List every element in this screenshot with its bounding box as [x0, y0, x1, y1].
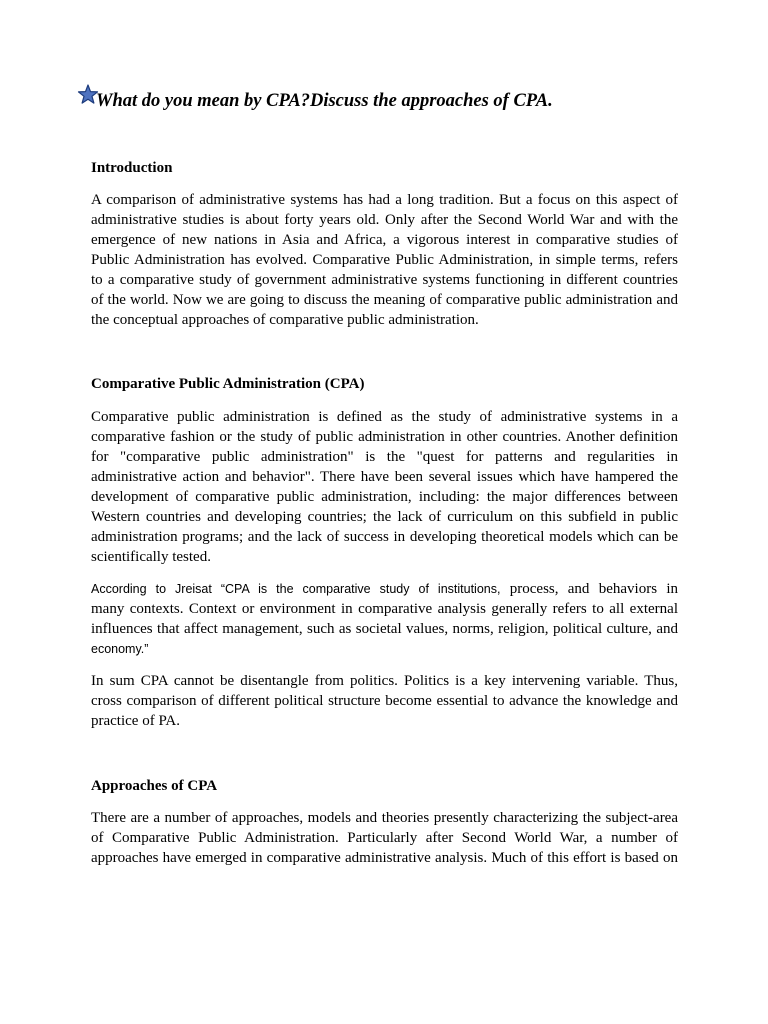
paragraph-line: practice of PA.: [91, 713, 181, 729]
paragraph-line: approaches have emerged in comparative administrative analysis. Much of this effort is based on: [91, 850, 678, 866]
paragraph-line: scientifically tested.: [91, 549, 211, 565]
quote-text-segment: According to Jreisat “CPA is the comparative study of institutions,: [91, 582, 501, 596]
paragraph-line: comparative fashion or the study of public administration in other countries. Another definition: [91, 429, 678, 445]
section-heading-introduction: Introduction: [91, 160, 173, 176]
paragraph-line: administration programs; and the lack of success in developing theoretical models which can be: [91, 529, 678, 545]
quote-text-segment: economy.”: [91, 642, 149, 656]
paragraph-line: [91, 579, 678, 599]
paragraph-line: the conceptual approaches of comparative public administration.: [91, 312, 479, 328]
body-text-segment: process, and behaviors in: [500, 581, 678, 597]
introduction-paragraph: [91, 190, 678, 330]
cpa-politics-paragraph: [91, 671, 678, 731]
paragraph-line: [91, 639, 678, 659]
paragraph-line: to a comparative study of government administrative systems functioning in different countries: [91, 272, 678, 288]
paragraph-line: Western countries and developing countries; the lack of curriculum on this subfield in public: [91, 509, 678, 525]
paragraph-line: development of comparative public administration, including: the major differences between: [91, 489, 678, 505]
paragraph-line: cross comparison of different political structure become essential to advance the knowledge and: [91, 693, 678, 709]
paragraph-line: emergence of new nations in Asia and Africa, a vigorous interest in comparative studies of: [91, 232, 678, 248]
paragraph-line: Comparative public administration is defined as the study of administrative systems in a: [91, 409, 678, 425]
section-heading-approaches: Approaches of CPA: [91, 778, 218, 794]
paragraph-line: administrative action and behavior". There have been several issues which have hampered the: [91, 469, 678, 485]
document-title: What do you mean by CPA?Discuss the approaches of CPA.: [96, 91, 553, 111]
paragraph-line: of the world. Now we are going to discuss the meaning of comparative public administration and: [91, 292, 678, 308]
paragraph-line: Public Administration has evolved. Comparative Public Administration, in simple terms, refers: [91, 252, 678, 268]
cpa-definition-paragraph: [91, 407, 678, 567]
paragraph-line: many contexts. Context or environment in comparative analysis generally refers to all external: [91, 601, 678, 617]
paragraph-line: In sum CPA cannot be disentangle from politics. Politics is a key intervening variable. Thus,: [91, 673, 678, 689]
paragraph-line: influences that affect management, such as societal values, norms, religion, political culture, and: [91, 621, 678, 637]
section-heading-cpa: Comparative Public Administration (CPA): [91, 376, 365, 392]
paragraph-line: There are a number of approaches, models and theories presently characterizing the subject-area: [91, 810, 678, 826]
jreisat-quote-paragraph: [91, 579, 678, 659]
paragraph-line: A comparison of administrative systems has had a long tradition. But a focus on this aspect of: [91, 192, 678, 208]
approaches-paragraph: [91, 808, 678, 868]
paragraph-line: for "comparative public administration" is the "quest for patterns and regularities in: [91, 449, 678, 465]
paragraph-line: administrative studies is about forty years old. Only after the Second World War and with the: [91, 212, 678, 228]
paragraph-line: of Comparative Public Administration. Particularly after Second World War, a number of: [91, 830, 678, 846]
